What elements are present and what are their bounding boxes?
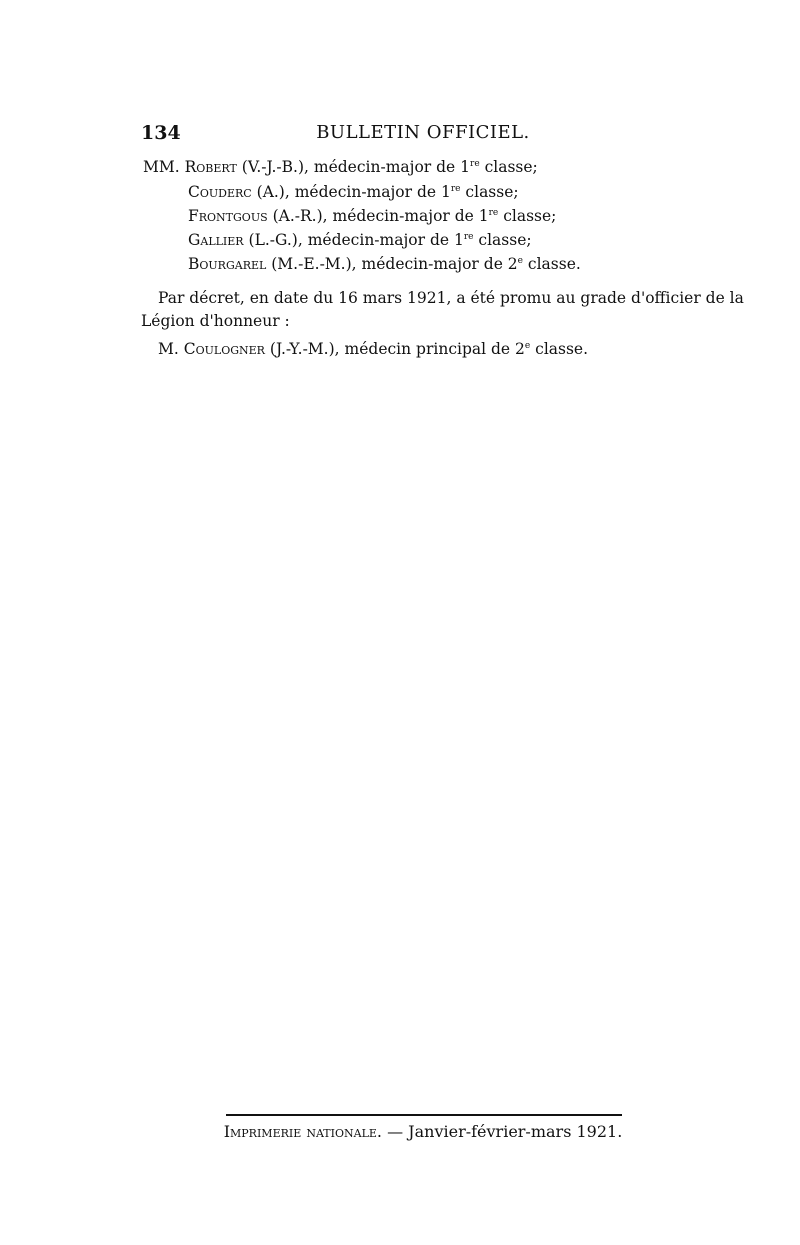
initials: (L.-G.), (248, 231, 303, 249)
initials: (A.), (256, 183, 290, 201)
promotion-line (188, 255, 581, 273)
rank: médecin-major de 2 (361, 255, 518, 273)
promotion-line (188, 207, 556, 225)
ordinal-suffix: re (450, 184, 461, 194)
rank: médecin-major de 1 (313, 158, 471, 176)
imprint-date: — Janvier-février-mars 1921. (387, 1122, 623, 1141)
ordinal-suffix: re (463, 232, 474, 242)
decree-paragraph-line: Légion d'honneur : (141, 312, 290, 330)
class-text: classe; (460, 183, 519, 201)
ordinal-suffix: e (524, 341, 531, 351)
honorific-prefix: MM. (143, 158, 180, 176)
rank: médecin-major de 1 (294, 183, 451, 201)
ordinal-suffix: re (488, 208, 499, 218)
page-number: 134 (141, 122, 181, 144)
initials: (V.-J.-B.), (241, 158, 309, 176)
promotion-line (143, 158, 538, 176)
imprint-line (0, 1122, 800, 1141)
surname: Frontgous (188, 207, 268, 225)
imprint-name: Imprimerie nationale. (223, 1122, 382, 1141)
class-text: classe. (522, 255, 581, 273)
class-text: classe; (479, 158, 538, 176)
rank: médecin-major de 1 (307, 231, 464, 249)
class-text: classe. (530, 340, 589, 358)
class-text: classe; (473, 231, 532, 249)
surname: Couderc (188, 183, 252, 201)
surname: Robert (184, 158, 237, 176)
initials: (J.-Y.-M.), (269, 340, 340, 358)
ordinal-suffix: e (517, 256, 523, 266)
class-text: classe; (498, 207, 557, 225)
surname: Coulogner (183, 340, 265, 358)
footer-rule (226, 1114, 622, 1116)
surname: Gallier (188, 231, 244, 249)
running-title: BULLETIN OFFICIEL. (316, 122, 530, 143)
decree-paragraph-line: Par décret, en date du 16 mars 1921, a été promu au grade d'officier de la (158, 289, 744, 307)
promotion-line (188, 183, 519, 201)
surname: Bourgarel (188, 255, 267, 273)
ordinal-suffix: re (470, 159, 480, 169)
initials: (M.-E.-M.), (271, 255, 357, 273)
honorific-prefix: M. (158, 340, 179, 358)
initials: (A.-R.), (272, 207, 328, 225)
officer-line (158, 340, 588, 358)
promotion-line (188, 231, 532, 249)
rank: médecin principal de 2 (344, 340, 525, 358)
rank: médecin-major de 1 (332, 207, 489, 225)
